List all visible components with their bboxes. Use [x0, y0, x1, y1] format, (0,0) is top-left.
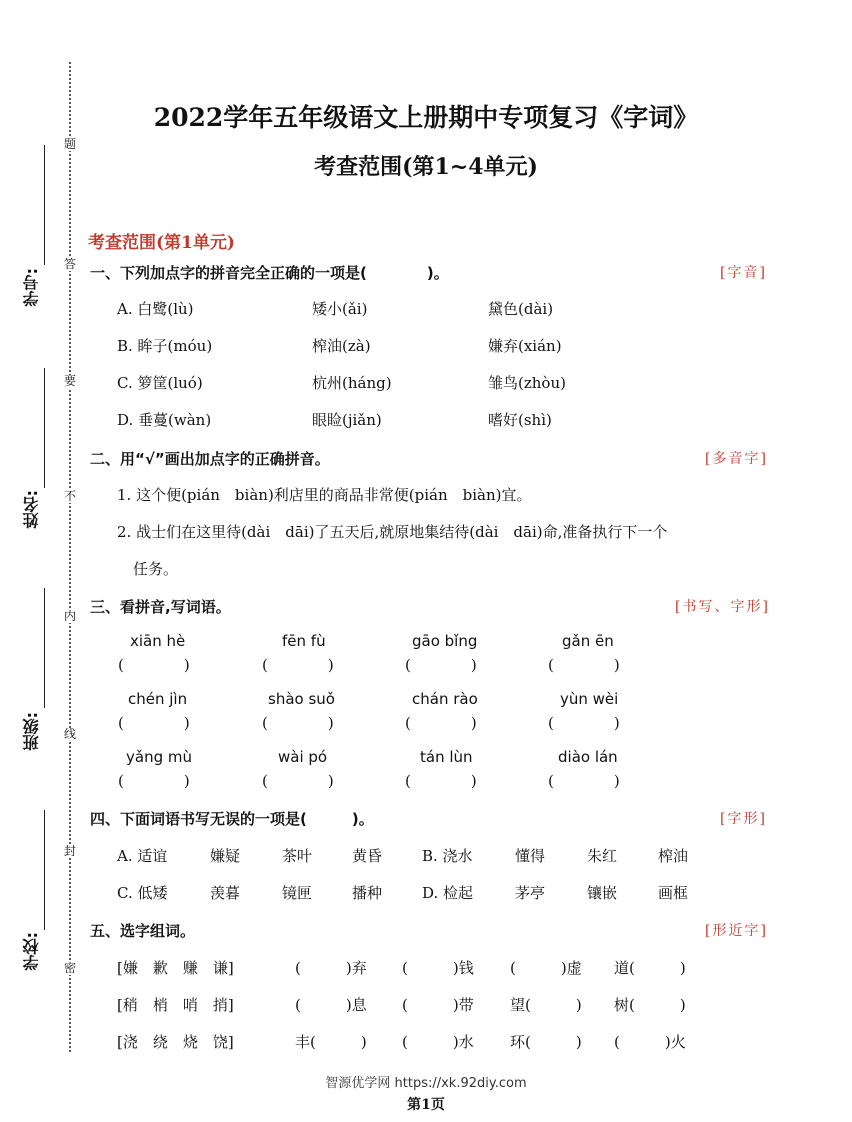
q1-option: 嗜好(shì) [488, 411, 552, 429]
answer-blank[interactable]: ( ) [262, 772, 334, 790]
pinyin-word: wài pó [278, 748, 328, 766]
answer-blank[interactable]: ( ) [118, 714, 190, 732]
pinyin-word: tán lùn [420, 748, 473, 766]
name-label: 姓名: [22, 490, 41, 529]
question-1: 一、下列加点字的拼音完全正确的一项是( )。 [90, 264, 449, 282]
fill-blank[interactable]: ( )息 [295, 996, 367, 1014]
fill-blank[interactable]: ( )弃 [295, 959, 367, 977]
answer-blank[interactable]: ( ) [118, 772, 190, 790]
answer-blank[interactable]: ( ) [262, 714, 334, 732]
answer-blank[interactable]: ( ) [405, 772, 477, 790]
answer-blank[interactable]: ( ) [118, 656, 190, 674]
q4-word: 黄昏 [352, 847, 383, 865]
q1-option: 杭州(háng) [312, 374, 392, 392]
q2-sentence-1[interactable]: 1. 这个便(pián biàn)利店里的商品非常便(pián biàn)宜。 [117, 486, 532, 504]
q4-word[interactable]: D. 检起 [422, 884, 474, 902]
pinyin-word: fēn fù [282, 632, 326, 650]
q4-word: 榨油 [658, 847, 689, 865]
answer-blank[interactable]: ( ) [548, 772, 620, 790]
question-4-tag: [字形] [720, 811, 767, 827]
page-subtitle: 考查范围(第1~4单元) [314, 154, 538, 180]
answer-blank[interactable]: ( ) [548, 714, 620, 732]
pinyin-word: chén jìn [128, 690, 188, 708]
fill-blank[interactable]: ( )虚 [510, 959, 582, 977]
fill-blank[interactable]: 望( ) [510, 996, 582, 1014]
answer-blank[interactable]: ( ) [405, 656, 477, 674]
margin-word: 题 [63, 137, 76, 151]
q4-word[interactable]: C. 低矮 [117, 884, 168, 902]
question-5: 五、选字组词。 [90, 922, 196, 940]
pinyin-word: xiān hè [130, 632, 186, 650]
class-line[interactable] [44, 588, 45, 708]
pinyin-word: yùn wèi [560, 690, 619, 708]
q4-word: 懂得 [515, 847, 546, 865]
fill-blank[interactable]: ( )钱 [402, 959, 474, 977]
pinyin-word: diào lán [558, 748, 618, 766]
q4-word: 羡暮 [210, 884, 241, 902]
page-title: 2022学年五年级语文上册期中专项复习《字词》 [153, 103, 699, 132]
pinyin-word: gǎn ēn [562, 632, 614, 650]
fill-blank[interactable]: 道( ) [614, 959, 686, 977]
pinyin-word: yǎng mù [126, 748, 192, 766]
q4-word: 镶嵌 [587, 884, 618, 902]
char-group: [嫌 歉 赚 谦] [117, 959, 234, 977]
pinyin-word: shào suǒ [268, 690, 335, 708]
q4-word: 播种 [352, 884, 383, 902]
q1-option[interactable]: B. 眸子(móu) [117, 337, 213, 355]
fill-blank[interactable]: ( )火 [614, 1033, 686, 1051]
margin-word: 内 [63, 609, 76, 623]
q4-word: 镜匣 [282, 884, 313, 902]
fill-blank[interactable]: 树( ) [614, 996, 686, 1014]
question-2: 二、用“√”画出加点字的正确拼音。 [90, 450, 330, 468]
q4-word[interactable]: A. 适谊 [117, 847, 168, 865]
question-4: 四、下面词语书写无误的一项是( )。 [90, 810, 374, 828]
q2-sentence-2-cont: 任务。 [133, 560, 179, 578]
char-group: [浇 绕 烧 饶] [117, 1033, 234, 1051]
school-label: 学校: [22, 932, 41, 971]
q1-option[interactable]: D. 垂蔓(wàn) [117, 411, 212, 429]
q4-word: 茶叶 [282, 847, 313, 865]
margin-word: 密 [63, 961, 76, 975]
q2-sentence-2[interactable]: 2. 战士们在这里待(dài dāi)了五天后,就原地集结待(dài dāi)命,准备执行下一个 [117, 523, 668, 541]
q4-word: 画框 [658, 884, 689, 902]
q4-word: 嫌疑 [210, 847, 241, 865]
question-1-tag: [字音] [720, 265, 767, 281]
school-line[interactable] [44, 810, 45, 930]
question-3: 三、看拼音,写词语。 [90, 598, 231, 616]
pinyin-word: gāo bǐng [412, 632, 478, 650]
fill-blank[interactable]: 环( ) [510, 1033, 582, 1051]
margin-word: 封 [63, 844, 76, 858]
margin-word: 答 [63, 257, 76, 271]
page-number: 第1页 [407, 1097, 445, 1113]
q1-option: 矮小(ǎi) [312, 300, 368, 318]
q1-option: 嫌弃(xián) [488, 337, 562, 355]
q1-option[interactable]: A. 白鹭(lù) [117, 300, 194, 318]
fill-blank[interactable]: ( )带 [402, 996, 474, 1014]
answer-blank[interactable]: ( ) [405, 714, 477, 732]
class-label: 班级: [22, 712, 41, 751]
q1-option[interactable]: C. 箩筐(luó) [117, 374, 203, 392]
student-id-label: 学号: [22, 268, 41, 307]
char-group: [稍 梢 哨 捎] [117, 996, 234, 1014]
question-3-tag: [书写、字形] [675, 599, 770, 615]
q1-option: 雏鸟(zhòu) [488, 374, 566, 392]
margin-word: 要 [63, 374, 76, 388]
q1-option: 榨油(zà) [312, 337, 371, 355]
fill-blank[interactable]: ( )水 [402, 1033, 474, 1051]
fill-blank[interactable]: 丰( ) [295, 1033, 367, 1051]
answer-blank[interactable]: ( ) [548, 656, 620, 674]
binding-dotted-line [69, 62, 71, 1052]
watermark-text: 智源优学网 https://xk.92diy.com [325, 1076, 527, 1091]
question-5-tag: [形近字] [705, 923, 768, 939]
q1-option: 黛色(dài) [488, 300, 554, 318]
margin-word: 线 [63, 727, 76, 741]
q4-word: 朱红 [587, 847, 618, 865]
question-2-tag: [多音字] [705, 451, 768, 467]
answer-blank[interactable]: ( ) [262, 656, 334, 674]
q4-word[interactable]: B. 浇水 [422, 847, 473, 865]
section-heading: 考查范围(第1单元) [88, 233, 235, 253]
margin-word: 不 [63, 489, 76, 503]
pinyin-word: chán rào [412, 690, 478, 708]
name-line[interactable] [44, 368, 45, 488]
q1-option: 眼睑(jiǎn) [312, 411, 382, 429]
q4-word: 茅亭 [515, 884, 546, 902]
